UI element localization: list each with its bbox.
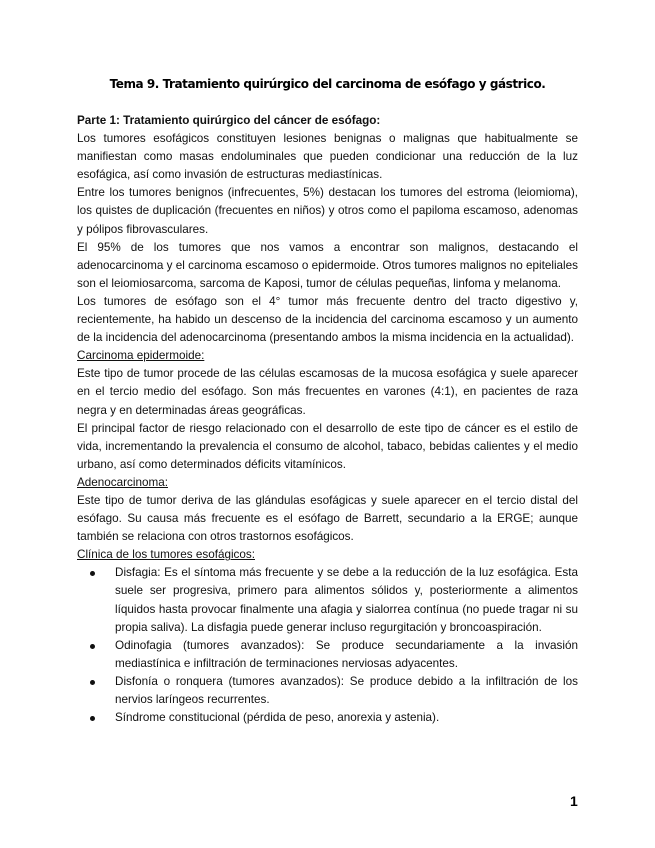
list-item-text: Disfagia: Es el síntoma más frecuente y se debe a la reducción de la luz esofágica. Esta suele ser progresiva, primero para alimentos sólidos y, posteriormente a alimentos líquidos hasta provocar finalmente una afagia y sialorrea contínua (no puede tragar ni su propia saliva). La disfagia puede generar incluso regurgitación y broncoaspiración. [115,566,578,634]
section-heading: Parte 1: Tratamiento quirúrgico del cáncer de esófago: [77,114,381,127]
subheading-epidermoid: Carcinoma epidermoide: [77,349,205,363]
list-item [115,637,578,673]
symptom-list [77,564,578,727]
paragraph-adenocarcinoma: Este tipo de tumor deriva de las glándulas esofágicas y suele aparecer en el tercio distal del esófago. Su causa más frecuente es el esófago de Barrett, secundario a la ERGE; aunque también se relaciona con otros trastornos esofágicos. [77,493,578,544]
list-item-text: Odinofagia (tumores avanzados): Se produce secundariamente a la invasión mediastínica e infiltración de terminaciones nerviosas adyacentes. [115,638,578,670]
paragraph-epidermoid-risk: El principal factor de riesgo relacionado con el desarrollo de este tipo de cáncer es el estilo de vida, incrementando la prevalencia el consumo de alcohol, tabaco, bebidas calientes y el medio urbano, así como determinados déficits vitamínicos. [77,421,578,471]
bullet-icon [90,644,95,649]
document-title: Tema 9. Tratamiento quirúrgico del carcinoma de esófago y gástrico. [109,77,546,91]
list-item [115,564,578,636]
document-body [77,112,578,727]
paragraph-incidence: Los tumores de esófago son el 4° tumor más frecuente dentro del tracto digestivo y, recientemente, ha habido un descenso de la incidencia del carcinoma escamoso y un aumento de la incidencia del adenocarcinoma (presentando ambos la misma incidencia en la actualidad). [77,294,578,345]
bullet-icon [90,716,95,721]
subheading-clinical: Clínica de los tumores esofágicos: [77,548,255,562]
subheading-adenocarcinoma: Adenocarcinoma: [77,475,168,489]
list-item [115,709,578,727]
paragraph-benign-tumors: Entre los tumores benignos (infrecuentes, 5%) destacan los tumores del estroma (leiomioma), los quistes de duplicación (frecuentes en niños) y otros como el papiloma escamoso, adenomas y pólipos fibrovasculares. [77,186,578,236]
list-item-text: Disfonía o ronquera (tumores avanzados): Se produce debido a la infiltración de los nervios laríngeos recurrentes. [115,674,578,706]
bullet-icon [90,680,95,685]
bullet-icon [90,571,95,576]
list-item [115,673,578,709]
list-item-text: Síndrome constitucional (pérdida de peso, anorexia y astenia). [115,711,440,725]
paragraph-malignant-tumors: El 95% de los tumores que nos vamos a encontrar son malignos, destacando el adenocarcinoma y el carcinoma escamoso o epidermoide. Otros tumores malignos no epiteliales son el leiomiosarcoma, sarcoma de Kaposi, tumor de células pequeñas, linfoma y melanoma. [77,240,578,290]
paragraph-epidermoid-origin: Este tipo de tumor procede de las células escamosas de la mucosa esofágica y suele aparecer en el tercio medio del esófago. Son más frecuentes en varones (4:1), en pacientes de raza negra y en determinadas áreas geográficas. [77,367,578,417]
paragraph-intro: Los tumores esofágicos constituyen lesiones benignas o malignas que habitualmente se manifiestan como masas endoluminales que pueden condicionar una reducción de la luz esofágica, así como invasión de estructuras mediastínicas. [77,132,578,182]
page-number: 1 [570,793,578,809]
